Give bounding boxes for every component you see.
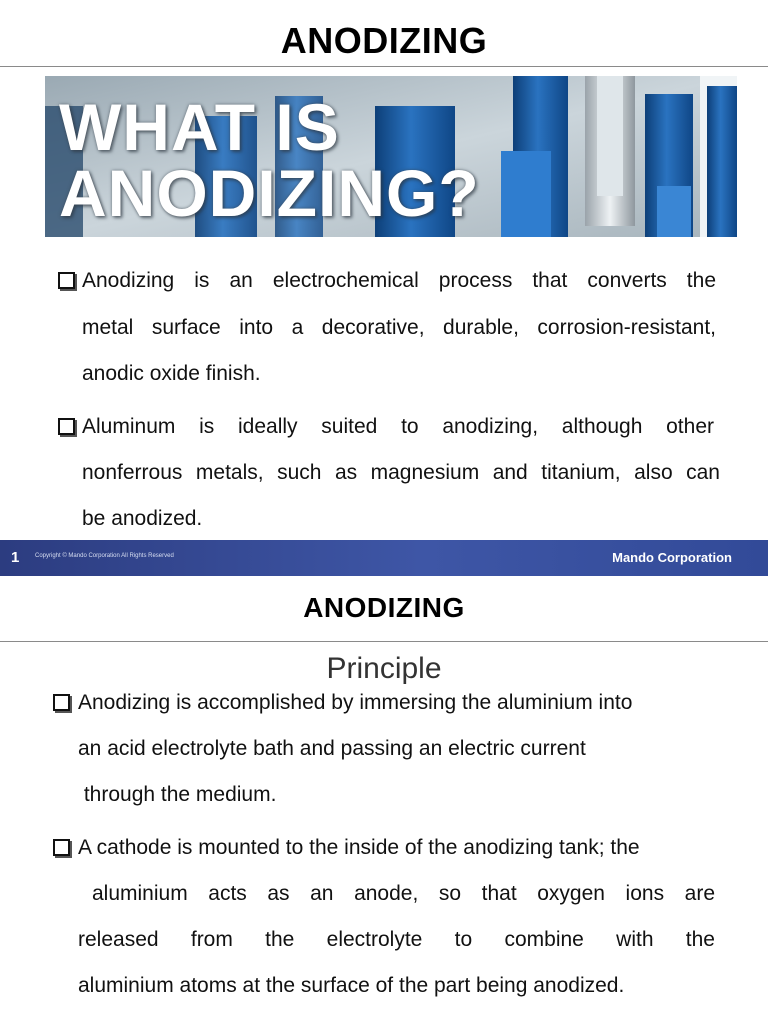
checkbox-bullet-icon — [58, 418, 75, 435]
bullet-line: nonferrous metals, such as magnesium and titanium, also can — [82, 461, 720, 484]
banner-line-2: ANODIZING? — [59, 156, 480, 230]
slide-footer — [0, 540, 768, 576]
bullet-line: released from the electrolyte to combine with the — [78, 928, 715, 951]
bullet-line: be anodized. — [82, 507, 203, 530]
title-divider — [0, 641, 768, 642]
bullet-line: Anodizing is an electrochemical process that converts the — [82, 269, 716, 292]
bullet-item — [0, 265, 768, 400]
bullet-line: through the medium. — [78, 783, 277, 806]
bullet-line: an acid electrolyte bath and passing an electric current — [78, 737, 586, 760]
bullet-item — [0, 687, 768, 827]
bullet-line: metal surface into a decorative, durable, corrosion-resistant, — [82, 316, 716, 339]
checkbox-bullet-icon — [53, 694, 70, 711]
bullet-line: aluminium acts as an anode, so that oxygen ions are — [92, 882, 715, 905]
bullet-line: Aluminum is ideally suited to anodizing, although other — [82, 415, 714, 438]
slide-title: ANODIZING — [280, 20, 488, 61]
checkbox-bullet-icon — [58, 272, 75, 289]
bullet-line: Anodizing is accomplished by immersing the aluminium into — [78, 691, 633, 714]
copyright-text: Copyright © Mando Corporation All Rights Reserved — [35, 553, 174, 559]
bullet-item — [0, 832, 768, 1022]
slide-2 — [0, 576, 768, 1024]
company-name: Mando Corporation — [612, 550, 732, 565]
bullet-item — [0, 411, 768, 536]
title-divider — [0, 66, 768, 67]
bullet-line: A cathode is mounted to the inside of the anodizing tank; the — [78, 836, 640, 859]
bullet-line: aluminium atoms at the surface of the part being anodized. — [78, 974, 625, 997]
what-is-anodizing-banner — [45, 76, 737, 237]
slide-title: ANODIZING — [303, 592, 465, 623]
checkbox-bullet-icon — [53, 839, 70, 856]
banner-line-1: WHAT IS — [59, 90, 340, 164]
bullet-line: anodic oxide finish. — [82, 362, 261, 385]
slide-subtitle: Principle — [326, 652, 442, 685]
page-number: 1 — [11, 549, 20, 566]
